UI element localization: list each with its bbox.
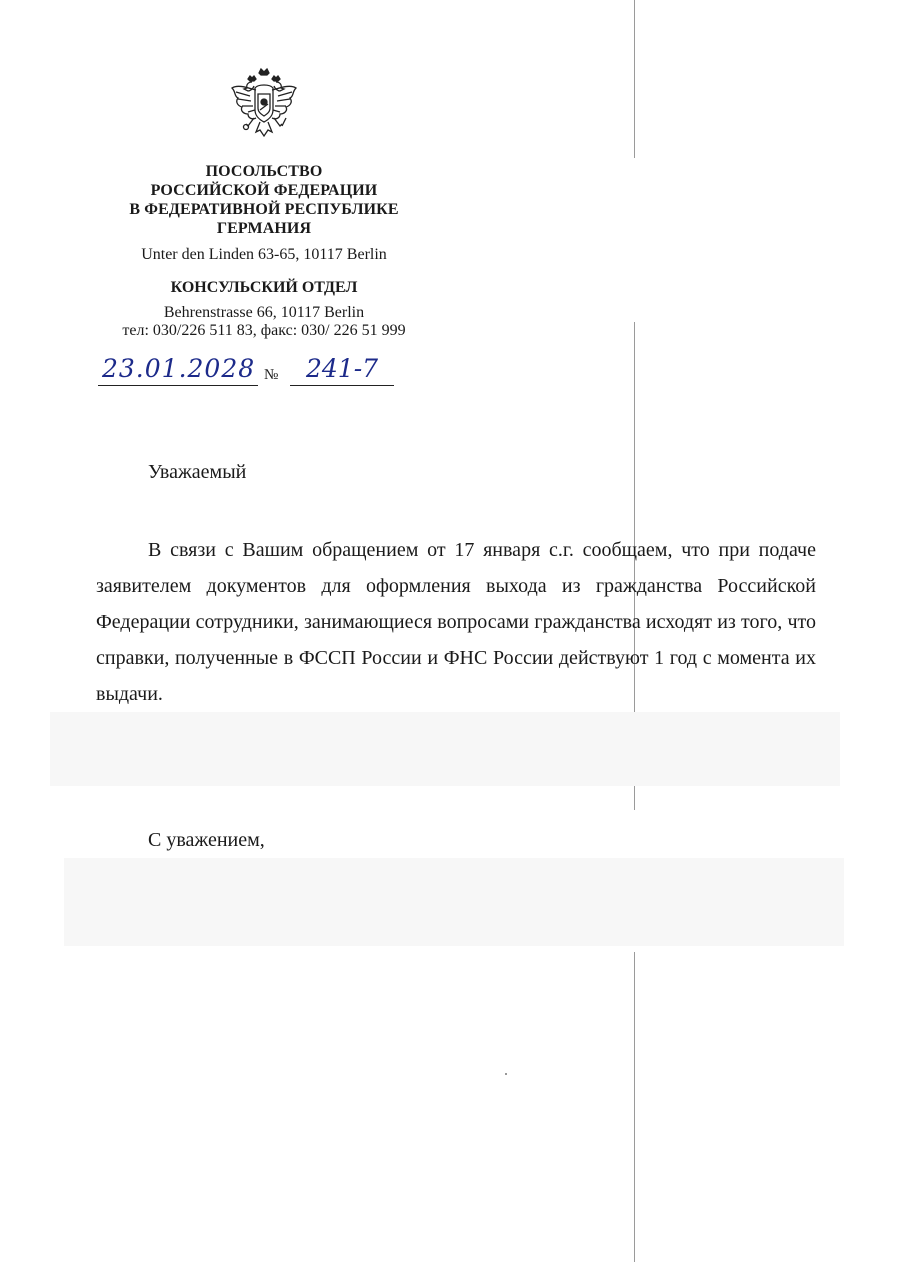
department-name: КОНСУЛЬСКИЙ ОТДЕЛ xyxy=(170,279,358,296)
org-name-line-1: ПОСОЛЬСТВО xyxy=(205,163,323,180)
registration-date: 23.01.2028 xyxy=(98,352,258,386)
department-address: Behrenstrasse 66, 10117 Berlin xyxy=(163,304,365,321)
registration-number: 241-7 xyxy=(290,352,394,386)
closing: С уважением, xyxy=(148,829,265,851)
letterhead xyxy=(90,162,438,340)
salutation: Уважаемый xyxy=(148,461,247,483)
letter-body: В связи с Вашим обращением от 17 января с.г. сообщаем, что при подаче заявителем документов для оформления выхода из гражданства Российской Федерации сотрудники, занимающиеся вопросами гражданства исходят из того, что справки, полученные в ФССП России и ФНС России действуют 1 год с момента их выдачи. xyxy=(96,539,816,705)
scan-artifact-dot xyxy=(505,1073,507,1075)
org-name-line-2: РОССИЙСКОЙ ФЕДЕРАЦИИ xyxy=(150,182,378,199)
org-name-line-4: ГЕРМАНИЯ xyxy=(216,220,312,237)
scan-artifact-line xyxy=(634,952,635,1262)
scan-artifact-smudge xyxy=(50,712,840,786)
org-name-line-3: В ФЕДЕРАТИВНОЙ РЕСПУБЛИКЕ xyxy=(129,201,399,218)
scan-artifact-line xyxy=(634,786,635,810)
scan-artifact-line xyxy=(634,0,635,158)
department-phone: тел: 030/226 511 83, факс: 030/ 226 51 999 xyxy=(122,322,406,339)
double-headed-eagle-emblem-icon xyxy=(226,66,302,142)
registration-number-label: № xyxy=(264,367,279,383)
scan-artifact-smudge xyxy=(64,858,844,946)
embassy-address: Unter den Linden 63-65, 10117 Berlin xyxy=(141,246,387,263)
